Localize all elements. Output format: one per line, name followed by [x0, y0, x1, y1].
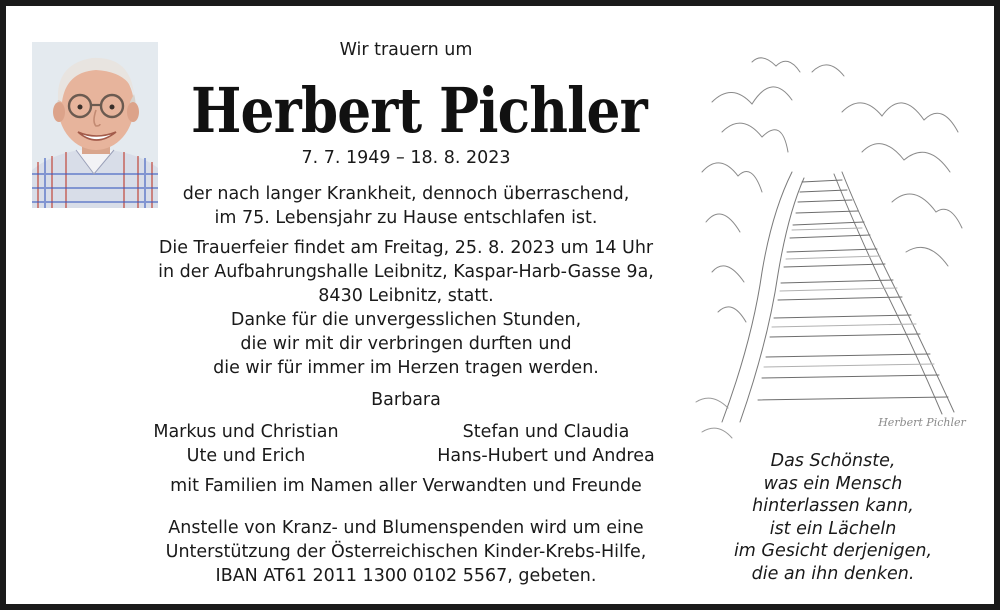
donation-line: Unterstützung der Österreichischen Kinder-Krebs-Hilfe,	[165, 542, 647, 562]
family-member: Markus und Christian	[153, 422, 339, 442]
family-member: Hans-Hubert und Andrea	[437, 446, 655, 466]
quote-line: Das Schönste,	[770, 451, 896, 471]
thanks-line: Danke für die unvergesslichen Stunden,	[230, 310, 582, 330]
quote-line: was ein Mensch	[763, 473, 903, 494]
spouse-name: Barbara	[371, 390, 441, 410]
passing-text	[146, 182, 666, 230]
family-left-column	[126, 420, 366, 468]
donation-notice	[146, 516, 666, 588]
intro-line: Wir trauern um	[339, 40, 473, 60]
stairway-sketch	[692, 42, 974, 442]
quote-line: ist ein Lächeln	[769, 518, 897, 539]
artist-signature: Herbert Pichler	[878, 416, 966, 429]
service-line: 8430 Leibnitz, statt.	[318, 286, 494, 306]
donation-line: IBAN AT61 2011 1300 0102 5567, gebeten.	[215, 566, 597, 586]
quote-line: im Gesicht derjenigen,	[733, 541, 933, 561]
service-details	[146, 236, 666, 308]
family-member: Stefan und Claudia	[462, 422, 630, 442]
portrait-illustration	[32, 42, 158, 208]
quote-line: die an ihn denken.	[751, 563, 915, 584]
thanks-line: die wir mit dir verbringen durften und	[240, 334, 572, 354]
passing-line: der nach langer Krankheit, dennoch überraschend,	[182, 184, 630, 204]
memorial-quote	[706, 450, 960, 585]
donation-line: Anstelle von Kranz- und Blumenspenden wird um eine	[168, 518, 644, 538]
service-line: in der Aufbahrungshalle Leibnitz, Kaspar-Harb-Gasse 9a,	[158, 262, 654, 282]
family-member: Ute und Erich	[186, 446, 306, 466]
thanks-line: die wir für immer im Herzen tragen werden.	[213, 358, 599, 378]
quote-line: hinterlassen kann,	[752, 496, 914, 516]
deceased-name: Herbert Pichler	[191, 74, 647, 147]
portrait-photo	[32, 42, 158, 208]
passing-line: im 75. Lebensjahr zu Hause entschlafen ist.	[214, 208, 598, 228]
family-right-column	[416, 420, 676, 468]
stairway-drawing	[692, 42, 974, 442]
life-dates: 7. 7. 1949 – 18. 8. 2023	[301, 148, 511, 168]
thanks-text	[146, 308, 666, 380]
service-line: Die Trauerfeier findet am Freitag, 25. 8. 2023 um 14 Uhr	[158, 238, 654, 258]
relatives-line: mit Familien im Namen aller Verwandten und Freunde	[170, 476, 642, 496]
